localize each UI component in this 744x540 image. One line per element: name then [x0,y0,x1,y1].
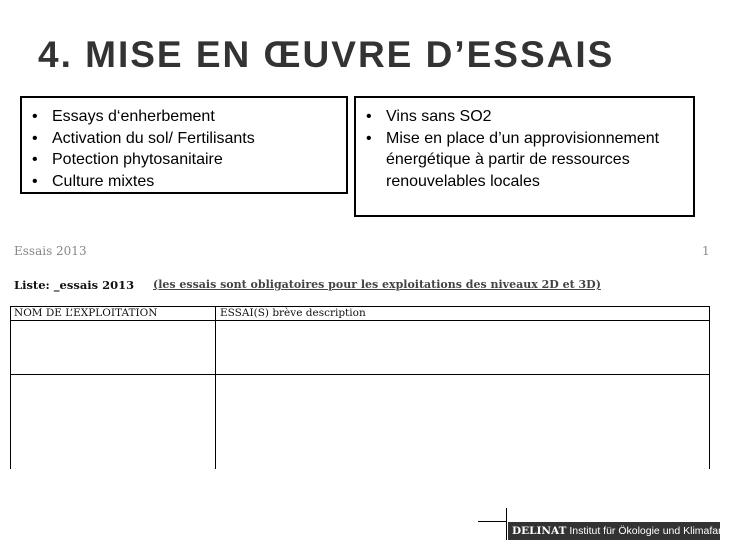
column-header-exploitation: NOM DE L’EXPLOITATION [14,307,158,319]
liste-label: Liste: _essais 2013 [14,278,135,292]
trials-table [10,306,710,469]
footer-brand: DELINAT [512,525,567,537]
table-border [709,306,710,469]
table-border [10,374,710,375]
footer-divider [478,521,506,522]
list-item: • Mise en place d’un approvisionnement énergétique à partir de ressources renouvelables locales [356,128,693,193]
footer-banner [508,522,744,540]
left-bullet-box [20,96,348,194]
table-border [10,320,710,321]
left-bullet-list [22,106,346,192]
right-bullet-list [356,106,693,192]
list-item: • Potection phytosanitaire [22,149,346,171]
footer-institute: Institut für Ökologie und Klimafarming [569,525,744,537]
list-item: • Essays d‘enherbement [22,106,346,128]
table-border [10,306,11,469]
right-bullet-box [354,96,695,217]
list-item: • Activation du sol/ Fertilisants [22,128,346,150]
obligation-note: (les essais sont obligatoires pour les exploitations des niveaux 2D et 3D) [153,278,601,291]
footer-divider [506,508,507,540]
table-border [215,306,216,469]
document-header: Essais 2013 [14,244,87,258]
list-item: • Culture mixtes [22,171,346,193]
column-header-essais: ESSAI(S) brève description [220,307,366,319]
page-number: 1 [702,244,710,258]
slide-title: 4. MISE EN ŒUVRE D’ESSAIS [38,34,615,75]
list-item: • Vins sans SO2 [356,106,693,128]
